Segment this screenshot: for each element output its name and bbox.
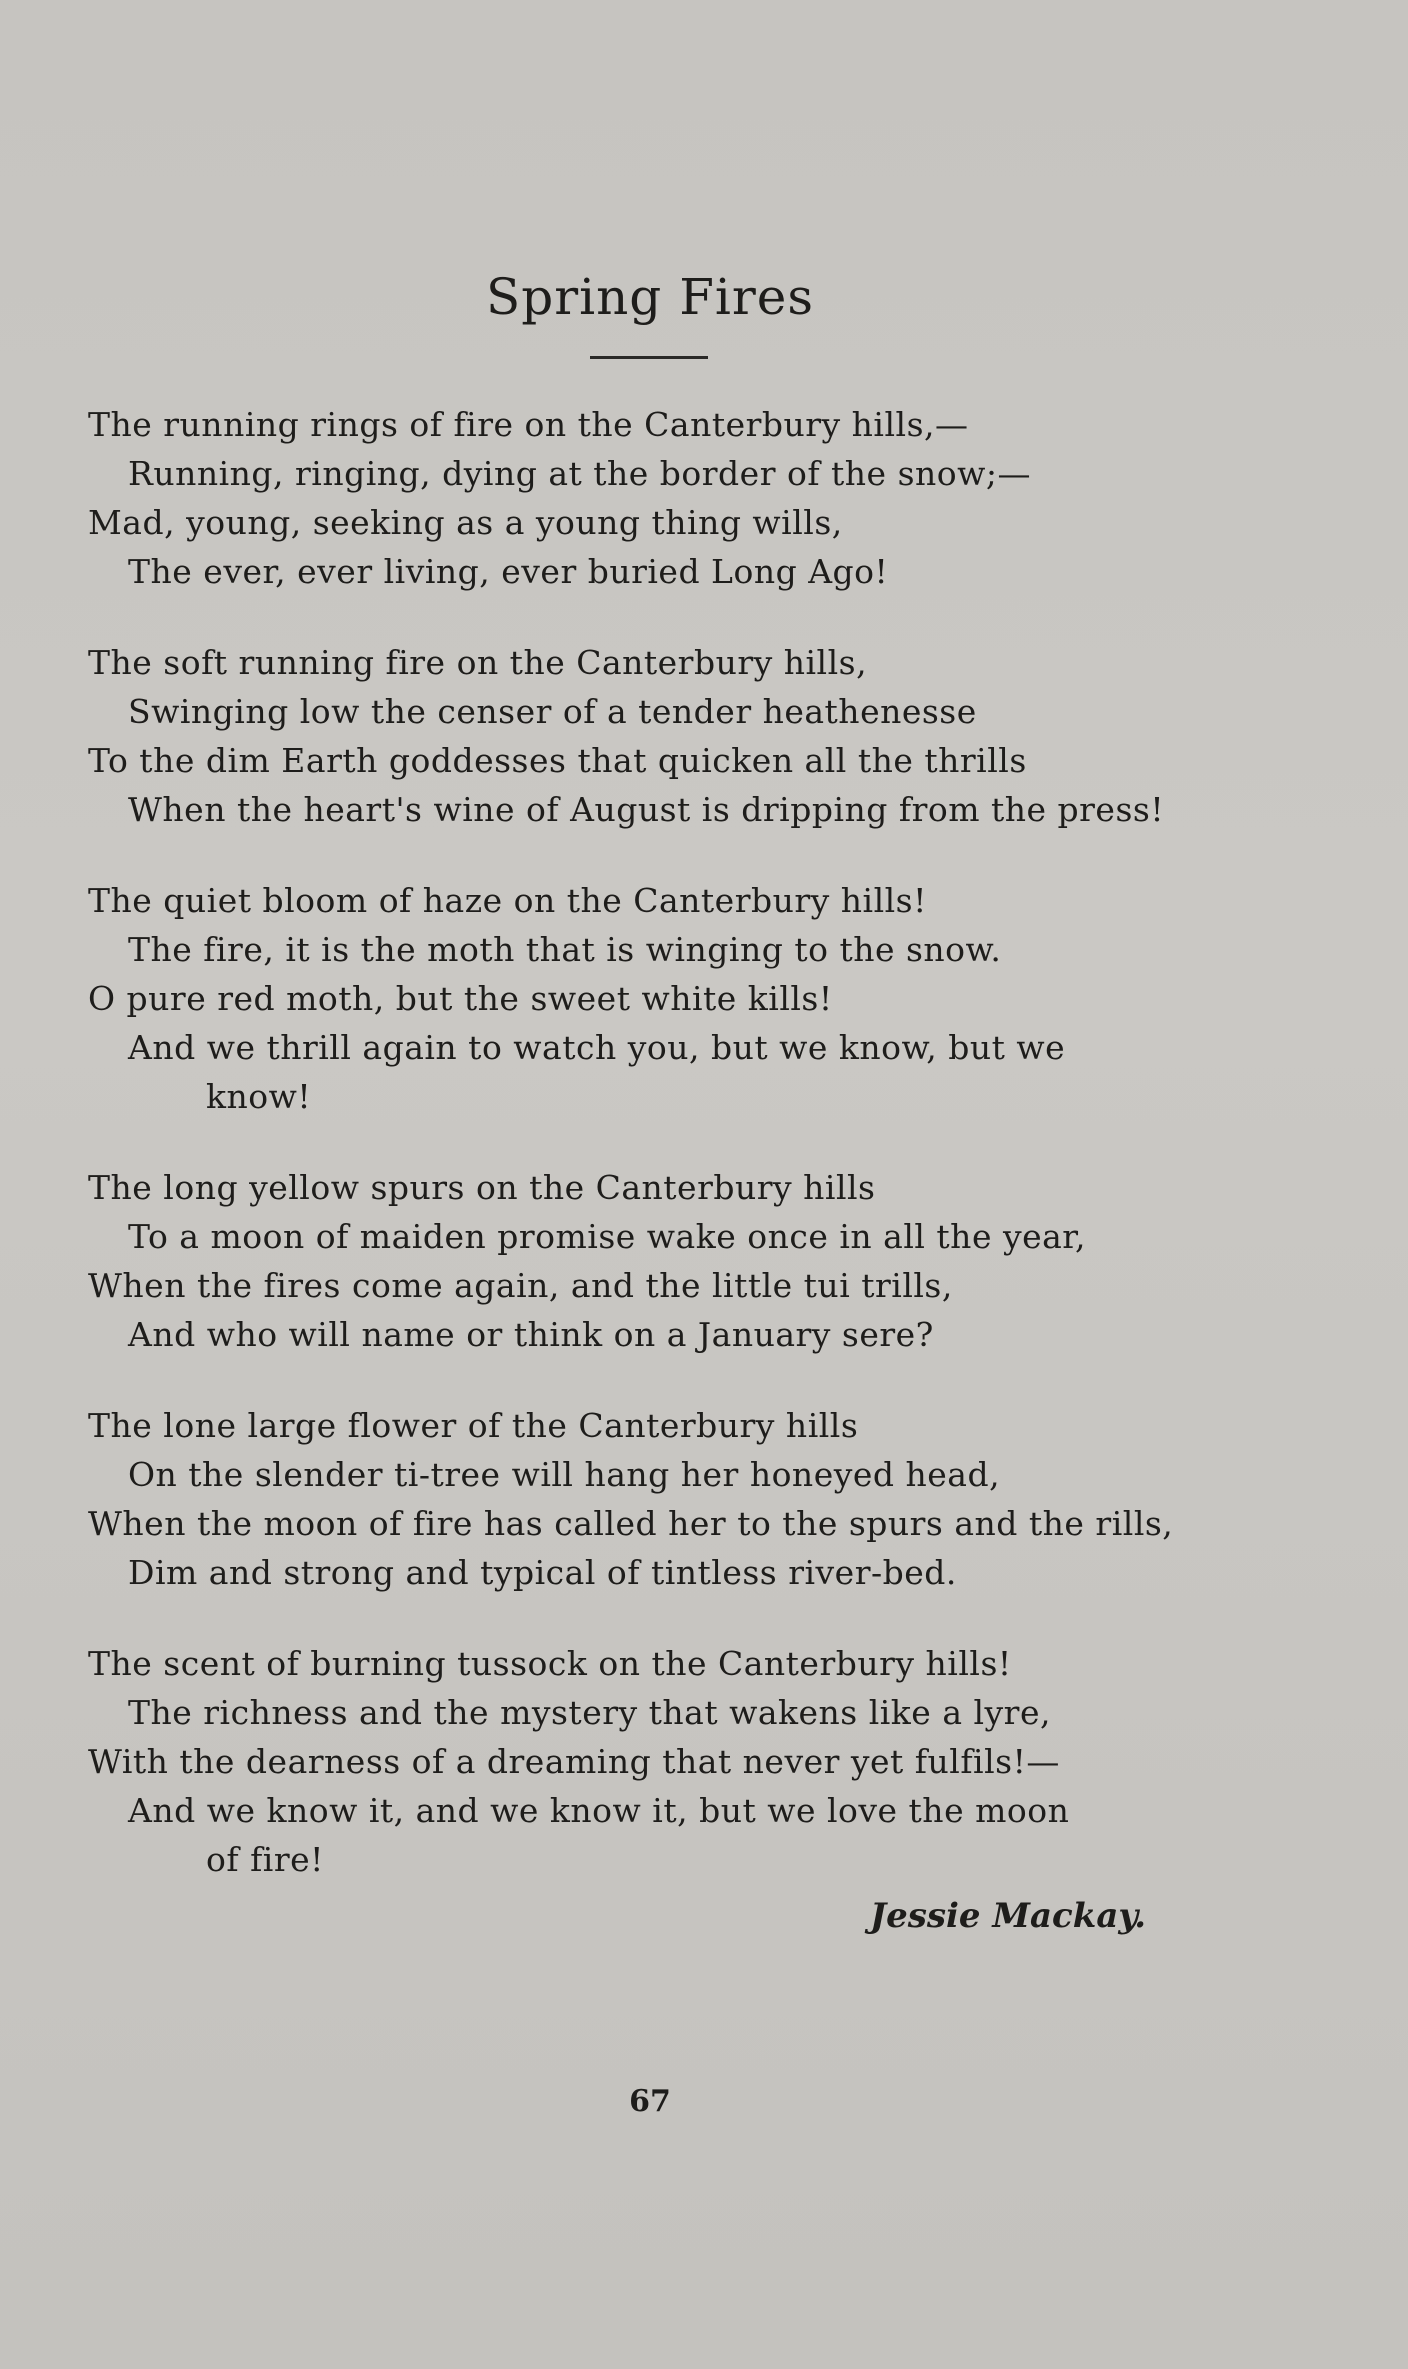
poem-line: With the dearness of a dreaming that never yet fulfils!— (88, 1742, 1060, 1781)
stanza-6 (88, 1639, 1228, 1884)
title-divider (590, 356, 708, 359)
poem-body (88, 400, 1228, 1926)
stanza-3 (88, 876, 1228, 1121)
stanza-1 (88, 400, 1228, 596)
poem-line: Swinging low the censer of a tender heathenesse (128, 692, 977, 731)
poem-line: The richness and the mystery that wakens like a lyre, (128, 1693, 1051, 1732)
stanza-5 (88, 1401, 1228, 1597)
page-number: 67 (629, 2084, 671, 2119)
poem-line: And we thrill again to watch you, but we know, but we (128, 1028, 1066, 1067)
poem-line: To a moon of maiden promise wake once in all the year, (128, 1217, 1086, 1256)
poem-line: O pure red moth, but the sweet white kills! (88, 979, 833, 1018)
author-signature: Jessie Mackay. (870, 1896, 1147, 1936)
stanza-4 (88, 1163, 1228, 1359)
poem-line: The fire, it is the moth that is winging to the snow. (128, 930, 1002, 969)
poem-line: The long yellow spurs on the Canterbury hills (88, 1168, 876, 1207)
poem-line: When the moon of fire has called her to the spurs and the rills, (88, 1504, 1174, 1543)
poem-line-continuation: know! (206, 1077, 312, 1116)
stanza-2 (88, 638, 1228, 834)
poem-line: The lone large flower of the Canterbury hills (88, 1406, 859, 1445)
poem-line: The soft running fire on the Canterbury hills, (88, 643, 868, 682)
poem-title: Spring Fires (485, 268, 815, 326)
poem-line: And who will name or think on a January sere? (128, 1315, 934, 1354)
poem-line: To the dim Earth goddesses that quicken all the thrills (88, 741, 1027, 780)
poem-line: The ever, ever living, ever buried Long Ago! (128, 552, 889, 591)
poem-line: Dim and strong and typical of tintless river-bed. (128, 1553, 957, 1592)
poem-line: On the slender ti-tree will hang her honeyed head, (128, 1455, 1001, 1494)
poem-line: When the heart's wine of August is dripping from the press! (128, 790, 1165, 829)
poem-line: When the fires come again, and the little tui trills, (88, 1266, 953, 1305)
poem-line: The running rings of fire on the Canterbury hills,— (88, 405, 969, 444)
poem-line: The quiet bloom of haze on the Canterbury hills! (88, 881, 927, 920)
poem-line-continuation: of fire! (206, 1840, 324, 1879)
poem-line: And we know it, and we know it, but we love the moon (128, 1791, 1070, 1830)
poem-line: Mad, young, seeking as a young thing wills, (88, 503, 843, 542)
poem-line: The scent of burning tussock on the Canterbury hills! (88, 1644, 1012, 1683)
poem-line: Running, ringing, dying at the border of the snow;— (128, 454, 1031, 493)
